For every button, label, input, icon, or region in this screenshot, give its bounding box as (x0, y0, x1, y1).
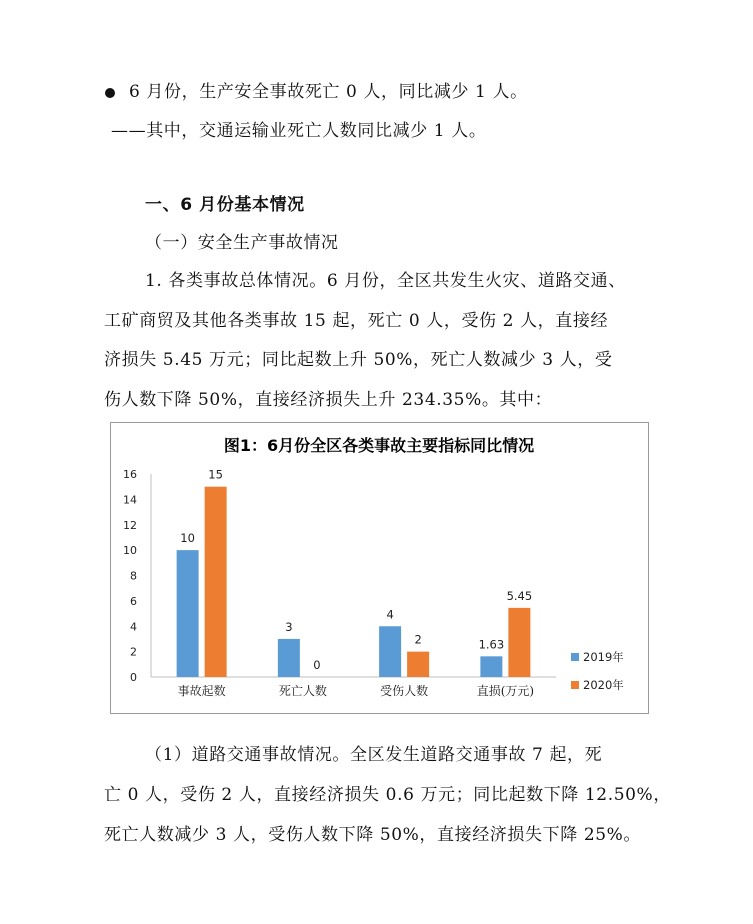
y-tick-label: 16 (123, 468, 137, 481)
x-category-label: 受伤人数 (380, 684, 429, 698)
legend-swatch (571, 681, 579, 689)
y-tick-label: 8 (130, 569, 137, 583)
y-tick-label: 2 (130, 645, 137, 659)
paragraph-line-1: 1. 各类事故总体情况。6 月份，全区共发生火灾、道路交通、 (145, 271, 626, 291)
bar-2019年 (379, 626, 401, 677)
paragraph-line-6: 亡 0 人，受伤 2 人，直接经济损失 0.6 万元；同比起数下降 12.50%， (104, 785, 671, 805)
bar-2020年 (407, 652, 429, 677)
y-tick-label: 10 (123, 544, 137, 558)
data-label: 15 (208, 467, 223, 482)
y-tick-label: 12 (123, 518, 137, 532)
bullet-icon (105, 88, 115, 98)
y-tick-label: 6 (130, 594, 137, 608)
subsection-heading: （一）安全生产事故情况 (145, 233, 339, 253)
legend-label: 2019年 (583, 650, 624, 664)
summary-text: 6 月份，生产安全事故死亡 0 人，同比减少 1 人。 (129, 82, 528, 102)
paragraph-line-7: 死亡人数减少 3 人，受伤人数下降 50%，直接经济损失下降 25%。 (104, 825, 642, 845)
data-label: 5.45 (506, 588, 533, 603)
x-category-label: 死亡人数 (278, 684, 327, 698)
legend-label: 2020年 (583, 678, 624, 692)
y-tick-label: 0 (130, 671, 137, 684)
data-label: 0 (313, 658, 321, 672)
bullet-line (105, 77, 528, 102)
paragraph-line-5: （1）道路交通事故情况。全区发生道路交通事故 7 起，死 (145, 745, 603, 765)
chart-figure (110, 422, 649, 714)
y-tick-label: 4 (130, 620, 137, 634)
paragraph-line-4: 伤人数下降 50%，直接经济损失上升 234.35%。其中： (104, 390, 553, 410)
x-category-label: 直损(万元) (476, 684, 535, 698)
bar-2019年 (278, 639, 300, 677)
data-label: 4 (386, 607, 394, 622)
bar-chart (111, 423, 648, 713)
bar-2019年 (177, 550, 199, 677)
data-label: 2 (414, 632, 422, 647)
paragraph-line-2: 工矿商贸及其他各类事故 15 起，死亡 0 人，受伤 2 人，直接经 (104, 311, 609, 331)
legend-swatch (571, 653, 579, 661)
bar-2020年 (508, 608, 530, 677)
sub-summary-text: ——其中，交通运输业死亡人数同比减少 1 人。 (111, 121, 487, 141)
bar-2020年 (205, 487, 227, 677)
section-heading: 一、6 月份基本情况 (145, 195, 305, 215)
data-label: 1.63 (478, 637, 505, 652)
paragraph-line-3: 济损失 5.45 万元；同比起数上升 50%，死亡人数减少 3 人，受 (104, 350, 613, 370)
x-category-label: 事故起数 (177, 684, 226, 698)
data-label: 10 (180, 531, 195, 546)
data-label: 3 (285, 619, 293, 634)
y-tick-label: 14 (123, 493, 137, 507)
bar-2019年 (480, 656, 502, 677)
chart-title: 图1：6月份全区各类事故主要指标同比情况 (223, 436, 535, 455)
